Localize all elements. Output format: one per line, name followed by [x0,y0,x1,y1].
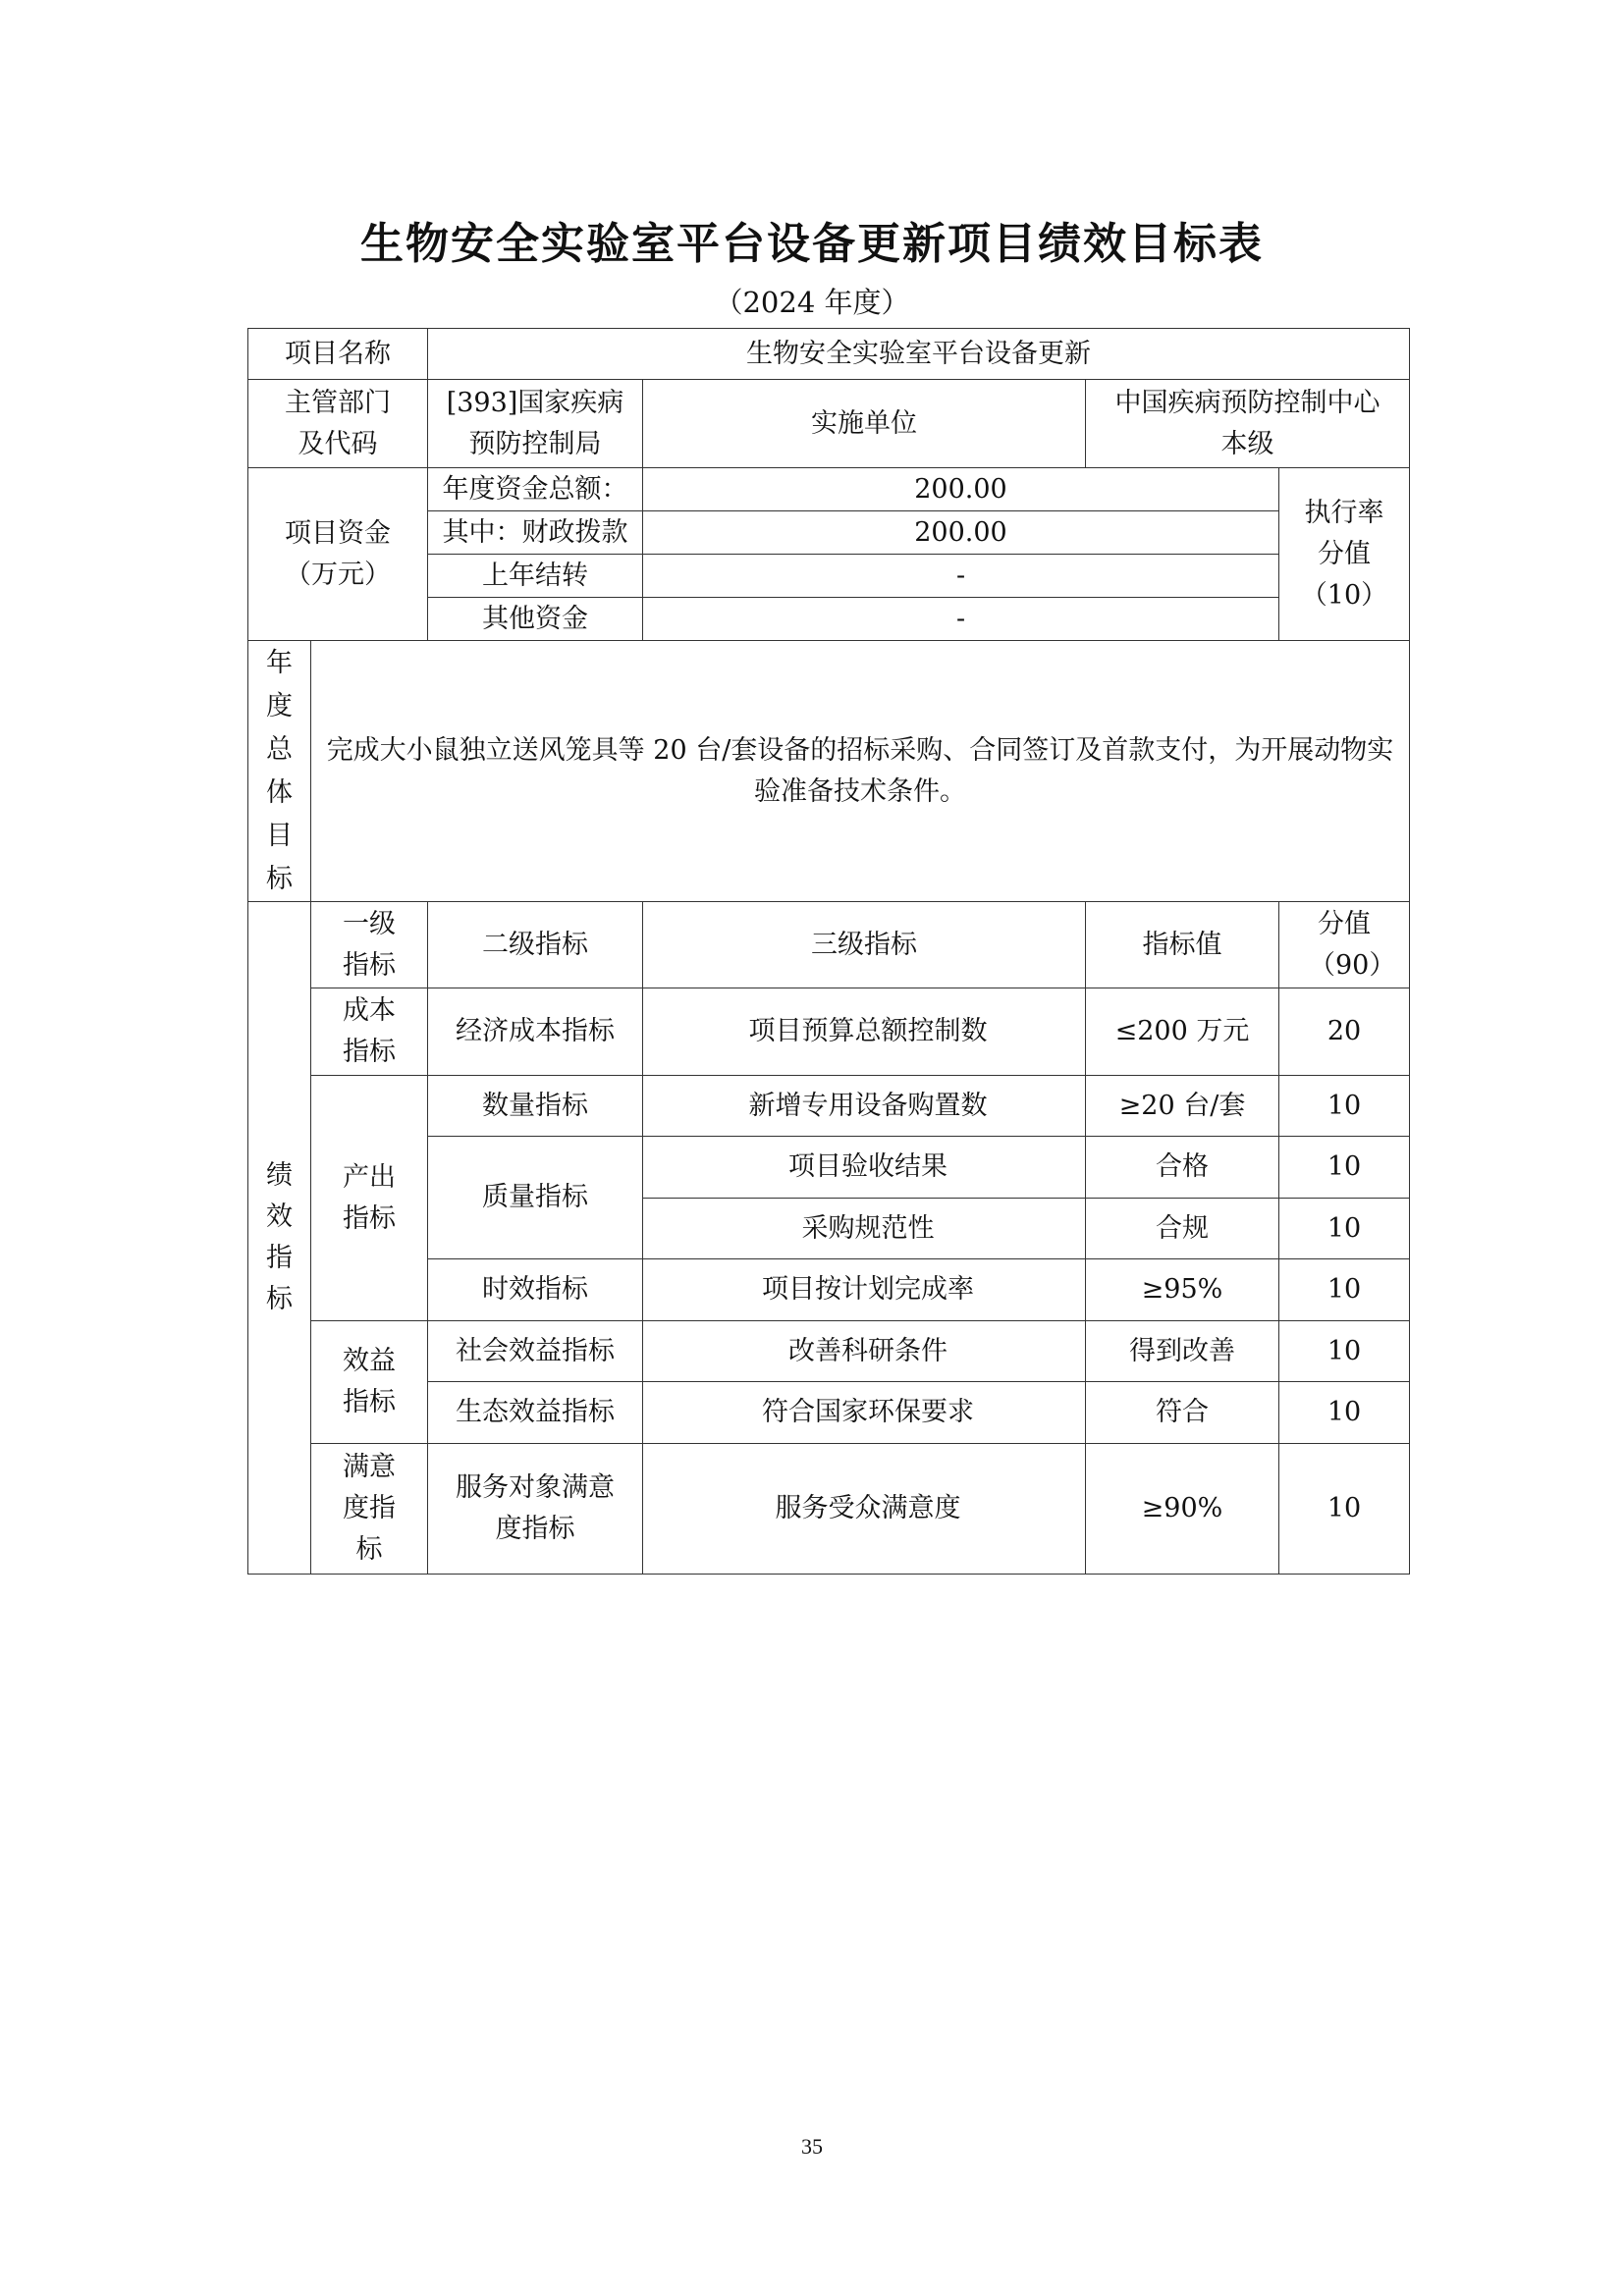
level3-cell: 项目按计划完成率 [643,1259,1086,1321]
level1-satisfaction: 满意度指标 [311,1444,428,1575]
header-level2: 二级指标 [428,902,643,988]
row-satisfaction [248,1444,1410,1575]
indicator-score: 10 [1279,1137,1410,1199]
level3-cell: 符合国家环保要求 [643,1382,1086,1444]
level2-cell: 质量指标 [428,1137,643,1259]
level2-cell: 生态效益指标 [428,1382,643,1444]
row-project-name [248,329,1410,380]
year-label: （2024 年度） [714,286,910,319]
row-indicator-header [248,902,1410,988]
department-value: [393]国家疾病预防控制局 [428,380,643,468]
indicator-value: ≥95% [1086,1259,1279,1321]
level3-cell: 项目验收结果 [643,1137,1086,1199]
funds-row-value: 200.00 [643,511,1279,555]
row-output-quantity [248,1076,1410,1137]
header-value: 指标值 [1086,902,1279,988]
funds-row-label: 年度资金总额： [428,468,643,511]
indicator-score: 10 [1279,1076,1410,1137]
row-benefit-social [248,1321,1410,1382]
level1-benefit: 效益指标 [311,1321,428,1444]
header-score: 分值（90） [1279,902,1410,988]
indicator-score: 10 [1279,1199,1410,1259]
indicator-value: 符合 [1086,1382,1279,1444]
level1-output: 产出指标 [311,1076,428,1321]
project-name-label: 项目名称 [248,329,428,380]
level2-cell: 社会效益指标 [428,1321,643,1382]
header-level3: 三级指标 [643,902,1086,988]
indicator-value: 合格 [1086,1137,1279,1199]
indicator-score: 10 [1279,1444,1410,1575]
indicator-score: 20 [1279,988,1410,1076]
indicator-value: ≥20 台/套 [1086,1076,1279,1137]
header-level1: 一级指标 [311,902,428,988]
level3-cell: 服务受众满意度 [643,1444,1086,1575]
page-title: 生物安全实验室平台设备更新项目绩效目标表 [360,219,1264,269]
funds-row-value: - [643,555,1279,598]
funds-row-label: 其中：财政拨款 [428,511,643,555]
level2-cell: 服务对象满意度指标 [428,1444,643,1575]
level2-cell: 时效指标 [428,1259,643,1321]
annual-goal-text: 完成大小鼠独立送风笼具等 20 台/套设备的招标采购、合同签订及首款支付，为开展动物实验准备技术条件。 [311,641,1410,902]
row-department [248,380,1410,468]
row-funds-total [248,468,1410,511]
indicator-value: 合规 [1086,1199,1279,1259]
indicators-section-label: 绩效指标 [248,902,311,1575]
row-cost [248,988,1410,1076]
unit-value: 中国疾病预防控制中心本级 [1086,380,1410,468]
performance-table [247,328,1410,1575]
funds-row-label: 其他资金 [428,598,643,641]
exec-rate-label: 执行率分值（10） [1279,468,1410,641]
row-annual-goal [248,641,1410,902]
level3-cell: 采购规范性 [643,1199,1086,1259]
page-number: 35 [801,2134,823,2159]
indicator-score: 10 [1279,1259,1410,1321]
level2-cell: 经济成本指标 [428,988,643,1076]
indicator-score: 10 [1279,1321,1410,1382]
annual-goal-label: 年度总体目标 [248,641,311,902]
funds-row-value: - [643,598,1279,641]
level2-cell: 数量指标 [428,1076,643,1137]
funds-row-value: 200.00 [643,468,1279,511]
level3-cell: 项目预算总额控制数 [643,988,1086,1076]
level3-cell: 改善科研条件 [643,1321,1086,1382]
level3-cell: 新增专用设备购置数 [643,1076,1086,1137]
project-name-value: 生物安全实验室平台设备更新 [428,329,1410,380]
indicator-value: 得到改善 [1086,1321,1279,1382]
indicator-value: ≤200 万元 [1086,988,1279,1076]
funds-row-label: 上年结转 [428,555,643,598]
department-label: 主管部门及代码 [248,380,428,468]
indicator-value: ≥90% [1086,1444,1279,1575]
indicator-score: 10 [1279,1382,1410,1444]
funds-label: 项目资金（万元） [248,468,428,641]
level1-cost: 成本指标 [311,988,428,1076]
unit-label: 实施单位 [643,380,1086,468]
